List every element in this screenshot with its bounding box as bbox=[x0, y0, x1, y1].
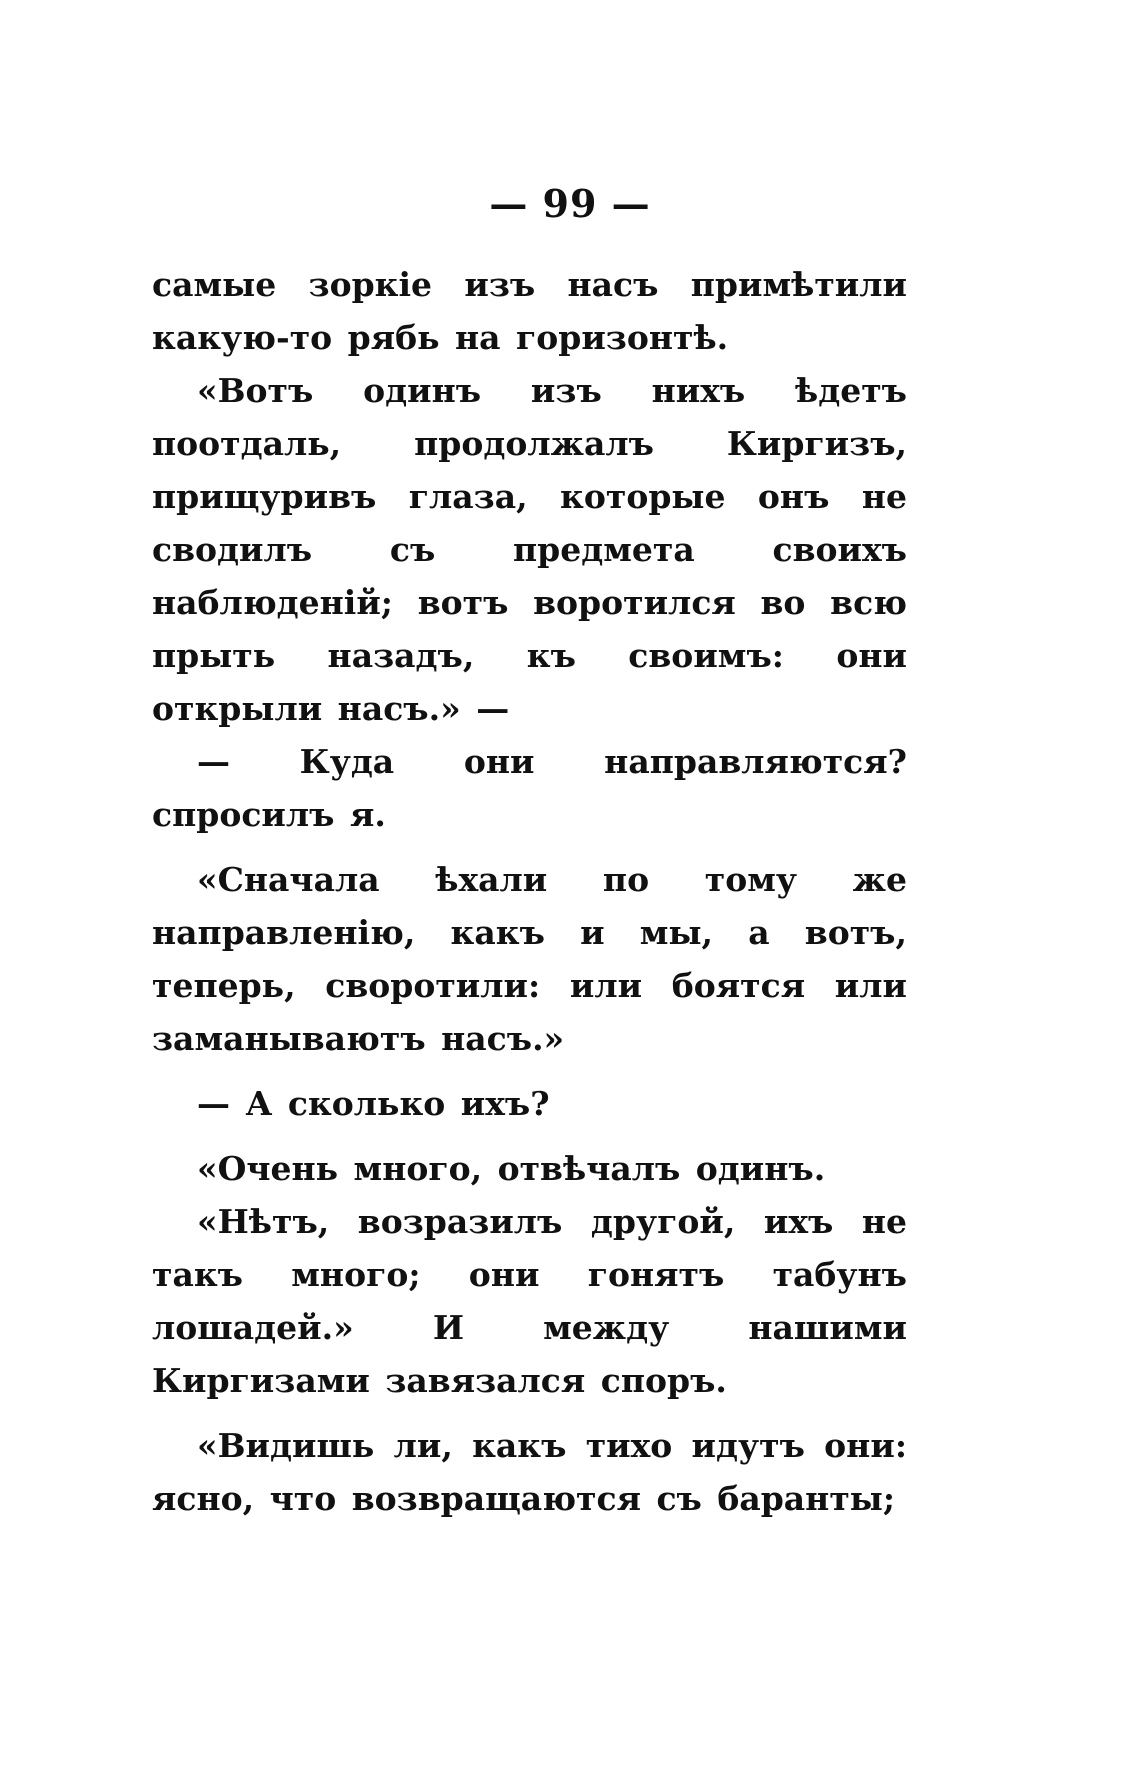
page-number: — 99 — bbox=[489, 181, 651, 226]
page-text bbox=[152, 258, 907, 1525]
paragraph-8: «Видишь ли, какъ тихо идутъ они: ясно, что возвращаются съ баранты; bbox=[152, 1426, 907, 1518]
paragraph-3: — Куда они направляются? спросилъ я. bbox=[152, 742, 907, 834]
paragraph-6: «Очень много, отвѣчалъ одинъ. bbox=[197, 1149, 826, 1188]
paragraph-5: — А сколько ихъ? bbox=[197, 1084, 550, 1123]
paragraph-1: самые зоркіе изъ насъ примѣтили какую-то рябь на горизонтѣ. bbox=[152, 265, 907, 357]
paragraph-4: «Сначала ѣхали по тому же направленію, какъ и мы, а вотъ, теперь, своротили: или боятся или заманываютъ насъ.» bbox=[152, 860, 907, 1058]
paragraph-7: «Нѣтъ, возразилъ другой, ихъ не такъ много; они гонятъ табунъ лошадей.» И между нашими Киргизами завязался споръ. bbox=[152, 1202, 907, 1400]
paragraph-2: «Вотъ одинъ изъ нихъ ѣдетъ поотдаль, продолжалъ Киргизъ, прищуривъ глаза, которые онъ не сводилъ съ предмета своихъ наблюденій; вотъ воротился во всю прыть назадъ, къ своимъ: они открыли насъ.» — bbox=[152, 371, 907, 728]
